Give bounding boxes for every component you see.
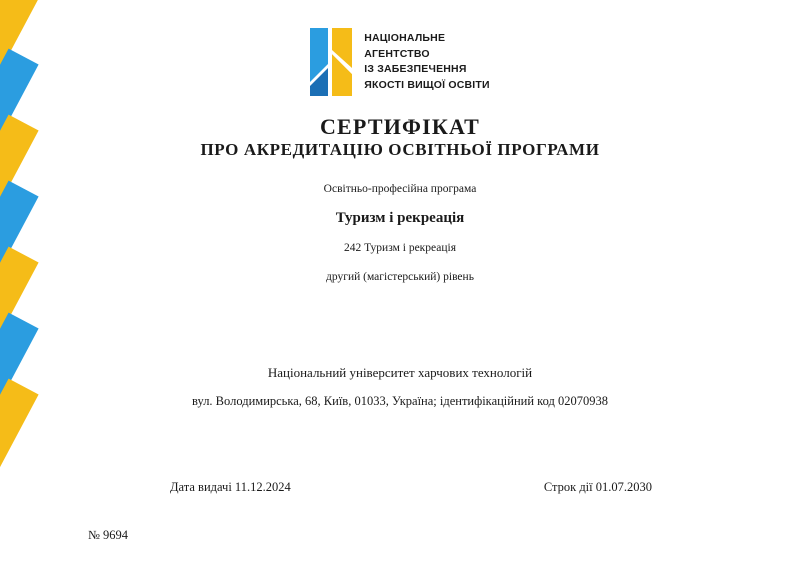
certificate-number: № 9694	[88, 528, 129, 542]
program-type: Освітньо-професійна програма	[323, 183, 477, 195]
program-block	[0, 180, 800, 286]
logo-line-2: АГЕНТСТВО	[364, 47, 430, 60]
valid-until: Строк дії 01.07.2030	[543, 480, 652, 494]
logo-line-1: НАЦІОНАЛЬНЕ	[364, 32, 446, 44]
logo	[0, 28, 800, 96]
issue-date: Дата видачі 11.12.2024	[170, 480, 291, 494]
logo-line-3: ІЗ ЗАБЕЗПЕЧЕННЯ	[364, 63, 467, 75]
footer-dates	[170, 480, 652, 495]
program-name: Туризм і рекреація	[335, 210, 465, 226]
institution-name: Національний університет харчових технологій	[267, 365, 533, 380]
certificate-title: СЕРТИФІКАТ	[319, 114, 481, 139]
certificate-subtitle: ПРО АКРЕДИТАЦІЮ ОСВІТНЬОЇ ПРОГРАМИ	[200, 140, 600, 159]
program-level: другий (магістерський) рівень	[326, 271, 474, 283]
logo-text	[364, 28, 490, 93]
logo-line-4: ЯКОСТІ ВИЩОЇ ОСВІТИ	[364, 78, 490, 91]
agency-logo-icon	[310, 28, 352, 96]
program-code: 242 Туризм і рекреація	[343, 242, 456, 254]
institution-block	[0, 363, 800, 411]
institution-address: вул. Володимирська, 68, Київ, 01033, Україна; ідентифікаційний код 02070938	[192, 394, 608, 408]
